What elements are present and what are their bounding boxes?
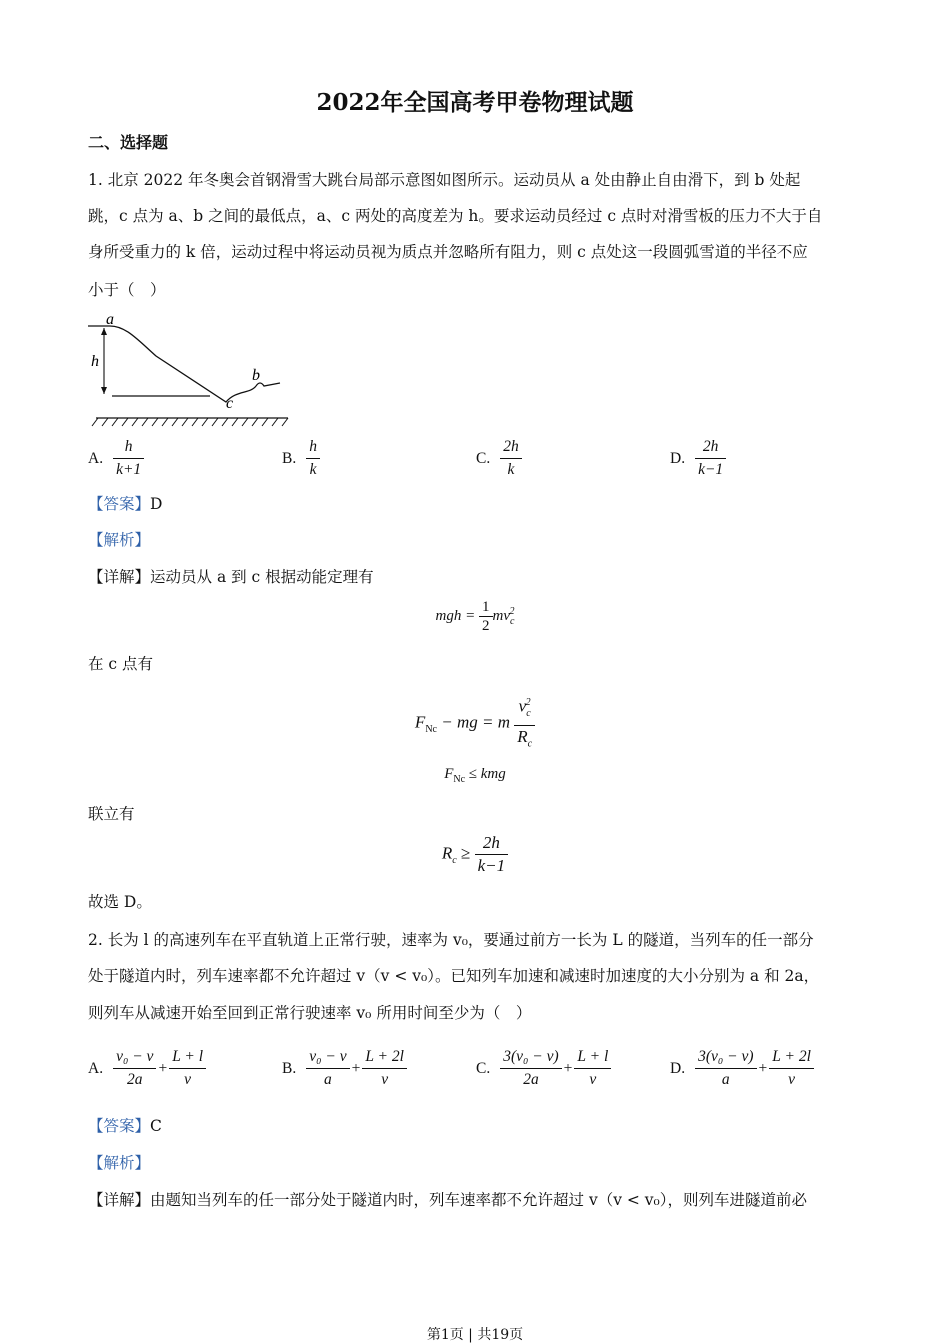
q1-line-4: 小于（ ） xyxy=(88,281,166,299)
q1-answer: 【答案】D xyxy=(88,495,163,513)
q1-line-3: 身所受重力的 k 倍，运动过程中将运动员视为质点并忽略所有阻力，则 c 点处这一段圆弧雪道的半径不应 xyxy=(88,243,808,261)
ground-hatching xyxy=(92,418,288,426)
q1-analysis-tag: 【解析】 xyxy=(88,531,151,549)
q2-line-3: 则列车从减速开始至回到正常行驶速率 v₀ 所用时间至少为（ ） xyxy=(88,1004,532,1022)
q2-option-a: A. $\frac{\text{v₀ − v}}{2a}$ + $\frac{L + l}{v}$ xyxy=(88,1046,206,1091)
q2-line-1: 2. 长为 l 的高速列车在平直轨道上正常行驶，速率为 v₀，要通过前方一长为 L 的隧道，当列车的任一部分 xyxy=(88,931,814,949)
section-heading: 二、选择题 xyxy=(88,133,169,152)
q2-option-c: C. $\frac{\text{3(v₀ − v)}}{2a}$ + $\frac{L + l}{v}$ xyxy=(476,1046,611,1091)
label-b: b xyxy=(252,367,260,384)
q1-option-d: D. $\frac{2h}{k-1}$ xyxy=(670,436,726,481)
label-c: c xyxy=(226,395,234,412)
page-title: 2022年全国高考甲卷物理试题 xyxy=(316,89,634,116)
q1-option-b: B. $\frac{h}{k}$ xyxy=(282,436,320,481)
equation-energy: mgh = $\frac{1}{2}$ $mv_c^2$ xyxy=(435,599,515,634)
q1-option-a: A. $\frac{h}{k+1}$ xyxy=(88,436,144,481)
equation-constraint: $F_{Nc}$ ≤ kmg xyxy=(444,766,506,785)
slope-curve xyxy=(110,326,256,402)
q1-detail: 【详解】运动员从 a 到 c 根据动能定理有 xyxy=(88,568,374,586)
ski-jump-figure xyxy=(86,308,296,433)
label-h: h xyxy=(91,353,99,370)
equation-result: $R_c$ ≥ $\frac{2h}{k-1}$ xyxy=(0,832,950,877)
q1-conclusion: 故选 D。 xyxy=(88,893,152,911)
q1-combine: 联立有 xyxy=(88,805,135,823)
q1-line-2: 跳，c 点为 a、b 之间的最低点，a、c 两处的高度差为 h。要求运动员经过 c 点时对滑雪板的压力不大于自 xyxy=(88,207,823,225)
equation-newton: $F_{Nc}$ − mg = m $\frac{v_c^2}{R_c}$ xyxy=(0,692,950,755)
arrow-down-head xyxy=(101,387,107,394)
q2-option-d: D. $\frac{\text{3(v₀ − v)}}{a}$ + $\frac{L + 2l}{v}$ xyxy=(670,1046,814,1091)
q1-option-c: C. $\frac{2h}{k}$ xyxy=(476,436,522,481)
q1-at-c: 在 c 点有 xyxy=(88,655,154,673)
label-a: a xyxy=(106,311,114,328)
q1-line-1: 1. 北京 2022 年冬奥会首钢滑雪大跳台局部示意图如图所示。运动员从 a 处由静止自由滑下，到 b 处起 xyxy=(88,171,801,189)
q2-answer: 【答案】C xyxy=(88,1117,162,1135)
q2-detail: 【详解】由题知当列车的任一部分处于隧道内时，列车速率都不允许超过 v（v < v₀），则列车进隧道前必 xyxy=(88,1191,808,1209)
q2-option-b: B. $\frac{\text{v₀ − v}}{a}$ + $\frac{L + 2l}{v}$ xyxy=(282,1046,407,1091)
page-footer: 第1页 | 共19页 xyxy=(426,1327,524,1343)
arrow-up-head xyxy=(101,328,107,335)
q2-line-2: 处于隧道内时，列车速率都不允许超过 v（v < v₀）。已知列车加速和减速时加速度的大小分别为 a 和 2a， xyxy=(88,967,820,985)
q2-analysis-tag: 【解析】 xyxy=(88,1154,151,1172)
